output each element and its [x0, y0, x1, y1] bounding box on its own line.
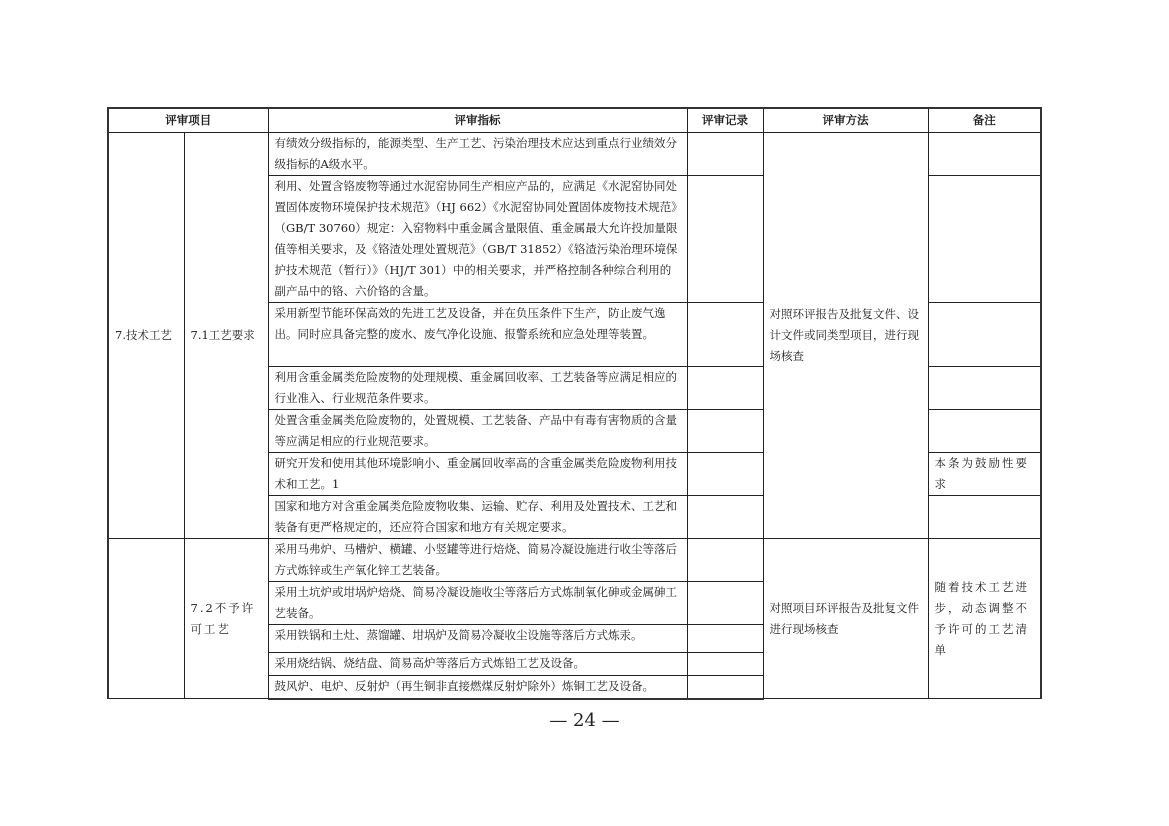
note-cell — [928, 303, 1041, 367]
record-cell — [687, 653, 763, 676]
header-review-item: 评审项目 — [108, 108, 268, 133]
indicator-cell: 利用、处置含铬废物等通过水泥窑协同生产相应产品的，应满足《水泥窑协同处置固体废物环境保护技术规范》（HJ 662）《水泥窑协同处置固体废物技术规范》（GB/T 30760）规定：入窑物料中重金属含量限值、重金属最大允许投加量限值等相关要求，及《铬渣处理处置规范》（GB/T 31852）《铬渣污染治理环境保护技术规范（暂行）》（HJ/T 301）中的相关要求，并严格控制各种综合利用的副产品中的铬、六价铬的含量。 — [268, 176, 687, 303]
record-cell — [687, 625, 763, 653]
note-cell — [928, 410, 1041, 453]
indicator-cell: 研究开发和使用其他环境影响小、重金属回收率高的含重金属类危险废物利用技术和工艺。1 — [268, 453, 687, 496]
record-cell — [687, 133, 763, 176]
record-cell — [687, 176, 763, 303]
record-cell — [687, 303, 763, 367]
header-review-method: 评审方法 — [763, 108, 928, 133]
indicator-cell: 鼓风炉、电炉、反射炉（再生铜非直接燃煤反射炉除外）炼铜工艺及设备。 — [268, 676, 687, 699]
note-cell — [928, 133, 1041, 176]
page-number: — 24 — — [549, 710, 620, 731]
indicator-cell: 采用土坑炉或坩埚炉焙烧、简易冷凝设施收尘等落后方式炼制氧化砷或金属砷工艺装备。 — [268, 582, 687, 625]
note-cell — [928, 176, 1041, 303]
table-row — [108, 133, 1041, 176]
section-label: 7.技术工艺 — [108, 133, 184, 539]
header-note: 备注 — [928, 108, 1041, 133]
header-review-indicator: 评审指标 — [268, 108, 687, 133]
section-label-continued — [108, 539, 184, 699]
header-review-record: 评审记录 — [687, 108, 763, 133]
table-header-row — [108, 108, 1041, 133]
table-row — [108, 539, 1041, 582]
record-cell — [687, 539, 763, 582]
indicator-cell: 有绩效分级指标的，能源类型、生产工艺、污染治理技术应达到重点行业绩效分级指标的A级水平。 — [268, 133, 687, 176]
note-cell — [928, 496, 1041, 539]
indicator-cell: 国家和地方对含重金属类危险废物收集、运输、贮存、利用及处置技术、工艺和装备有更严格规定的，还应符合国家和地方有关规定要求。 — [268, 496, 687, 539]
note-cell: 本条为鼓励性要求 — [928, 453, 1041, 496]
indicator-cell: 采用铁锅和土灶、蒸馏罐、坩埚炉及简易冷凝收尘设施等落后方式炼汞。 — [268, 625, 687, 653]
record-cell — [687, 676, 763, 699]
method-cell: 对照项目环评报告及批复文件进行现场核查 — [763, 539, 928, 699]
indicator-cell: 采用烧结锅、烧结盘、简易高炉等落后方式炼铅工艺及设备。 — [268, 653, 687, 676]
note-cell: 随着技术工艺进步，动态调整不予许可的工艺清单 — [928, 539, 1041, 699]
group-label: 7.2不予许可工艺 — [184, 539, 268, 699]
indicator-cell: 采用新型节能环保高效的先进工艺及设备，并在负压条件下生产，防止废气逸出。同时应具备完整的废水、废气净化设施、报警系统和应急处理等装置。 — [268, 303, 687, 367]
indicator-cell: 采用马弗炉、马槽炉、横罐、小竖罐等进行焙烧、简易冷凝设施进行收尘等落后方式炼锌或生产氧化锌工艺装备。 — [268, 539, 687, 582]
record-cell — [687, 410, 763, 453]
note-cell — [928, 367, 1041, 410]
record-cell — [687, 367, 763, 410]
group-label: 7.1工艺要求 — [184, 133, 268, 539]
indicator-cell: 处置含重金属类危险废物的，处置规模、工艺装备、产品中有毒有害物质的含量等应满足相应的行业规范要求。 — [268, 410, 687, 453]
method-cell: 对照环评报告及批复文件、设计文件或同类型项目，进行现场核查 — [763, 133, 928, 539]
record-cell — [687, 582, 763, 625]
record-cell — [687, 453, 763, 496]
indicator-cell: 利用含重金属类危险废物的处理规模、重金属回收率、工艺装备等应满足相应的行业准入、行业规范条件要求。 — [268, 367, 687, 410]
record-cell — [687, 496, 763, 539]
review-table — [107, 107, 1042, 700]
